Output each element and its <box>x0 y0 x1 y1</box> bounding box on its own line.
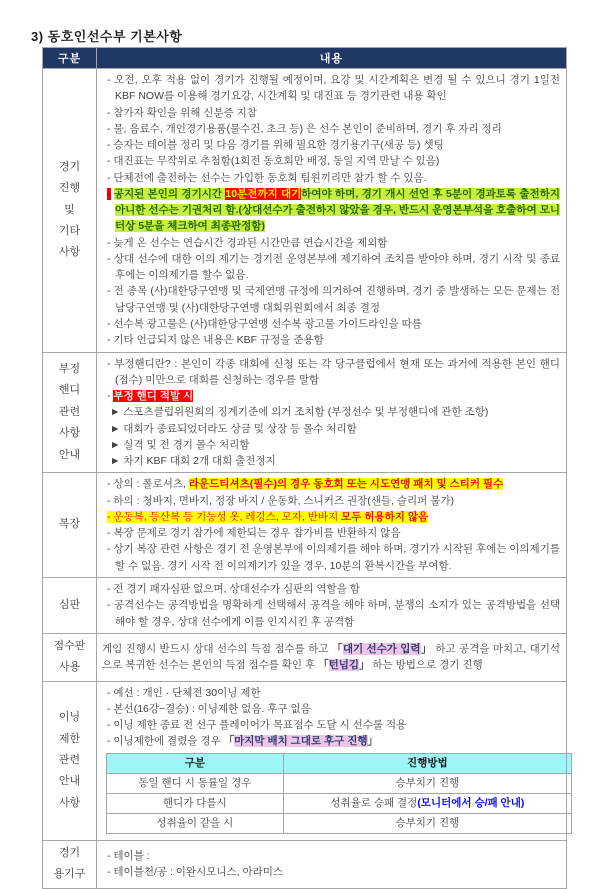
row-label-line: 및 <box>64 203 75 216</box>
content-line <box>102 121 560 137</box>
text-segment: - 예선 : 개인 · 단체전 30이닝 제한 <box>107 686 261 699</box>
row-label-line: 안내 <box>58 775 81 788</box>
table-row <box>43 633 567 681</box>
content-line <box>102 235 560 251</box>
content-line <box>102 105 560 121</box>
text-segment: - 이닝제한에 결렸을 경우 <box>107 735 224 748</box>
text-segment: 성취율이 같을 시 <box>156 817 234 830</box>
text-segment: 하고 공격을 마치고, 대기석으로 복귀한 선수는 본인의 득점 점수를 확인 후 <box>102 642 561 672</box>
row-label-line: 제한 <box>58 732 81 745</box>
row-label-line: 심판 <box>58 598 81 611</box>
table-header-row <box>43 48 567 69</box>
text-segment: - 오전, 오후 적용 없이 경기가 진행될 예정이며, 요강 및 시간계획은 변경 될 수 있으니 경기 1일전 KBF NOW를 이용해 경기요강, 시간계획 및 대진표 등 경기관련 내용 확인 <box>107 74 560 103</box>
content-line <box>102 509 560 525</box>
content-line <box>102 701 560 717</box>
text-segment: ► 실격 및 전 경기 몰수 처리함 <box>110 438 250 451</box>
row-label-line: 관련 <box>58 405 81 418</box>
content-line <box>102 437 560 453</box>
table-row <box>43 577 567 633</box>
content-line <box>102 525 560 541</box>
table-header-content: 내용 <box>97 48 567 69</box>
inner-table-cell <box>283 773 571 793</box>
text-segment: 공지된 본인의 경기시간 <box>113 187 226 200</box>
inner-table-row <box>107 813 572 833</box>
row-content <box>97 352 567 473</box>
inner-procedure-table <box>106 753 572 834</box>
text-segment: 「 <box>318 659 329 672</box>
row-label-line: 사용 <box>58 661 81 674</box>
row-content <box>97 577 567 633</box>
content-line <box>102 332 560 348</box>
text-segment: - 상대 선수에 대한 이의 제기는 경기전 운영본부에 제기하여 조치를 받아야 하며, 경기 시작 및 종료후에는 이의제기를 할수 없음. <box>107 252 560 282</box>
text-segment: 」 <box>420 642 433 655</box>
row-label-line: 진행 <box>58 182 81 195</box>
row-label <box>43 352 97 473</box>
row-label <box>43 577 97 633</box>
table-row <box>43 352 567 473</box>
table-header-category: 구분 <box>43 48 97 69</box>
row-content <box>97 681 567 840</box>
content-line <box>102 388 560 404</box>
content-line <box>102 717 560 733</box>
row-label <box>43 69 97 353</box>
text-segment: 10분전까지 대기 <box>225 187 302 200</box>
text-segment: - 본선(16강~결승) : 이닝제한 없음. 후구 없음 <box>107 702 311 715</box>
text-segment: - <box>107 187 111 200</box>
inner-table-row <box>107 773 572 793</box>
content-line <box>102 476 560 492</box>
row-label-line: 부정 <box>58 362 81 375</box>
text-segment: 승부치기 진행 <box>395 817 460 830</box>
table-row <box>43 69 567 353</box>
text-segment: 「 <box>331 642 343 655</box>
content-line <box>102 421 560 437</box>
content-line <box>102 848 560 864</box>
row-label <box>43 473 97 578</box>
content-line <box>102 685 560 701</box>
inner-table-header-row <box>107 753 572 773</box>
content-line <box>102 641 560 674</box>
row-label-line: 경기 <box>58 160 81 173</box>
text-segment: - 상기 복장 관련 사항은 경기 전 운영본부에 이의제기를 해야 하며, 경기가 시작된 후에는 이의제기를 할 수 없음. 경기 시작 전 이의제기가 있을 경우, 10분의 환복시간을 부여함. <box>107 543 560 572</box>
content-line <box>102 356 560 389</box>
row-label-line: 사항 <box>58 246 81 259</box>
content-line <box>102 251 560 284</box>
row-label <box>43 681 97 840</box>
page-title: 3) 동호인선수부 기본사항 <box>31 29 183 44</box>
row-content <box>97 69 567 353</box>
text-segment: - <box>107 390 114 403</box>
text-segment: 하여야 하며, 경기 개시 선언 후 5분이 경과토록 출전하지 아니한 선수는 기권처리 함.(상대선수가 출전하지 않았을 경우, 반드시 운영본부석을 호출하여 모니터상 5분을 체크하여 최종판정함) <box>115 187 560 233</box>
content-line <box>102 733 560 749</box>
text-segment: 마지막 배치 그대로 후구 진행 <box>234 735 368 748</box>
text-segment: ► 스포츠클럽위원회의 징계기준에 의거 조치함 (부정선수 및 부정핸디에 관한 조항) <box>110 406 489 419</box>
text-segment: - 공격선수는 공격방법을 명확하게 선택해서 공격을 해야 하며, 분쟁의 소지가 있는 공격방법을 선택해야 할 경우, 상대 선수에게 이를 인지시킨 후 공격함 <box>107 599 560 628</box>
text-segment: - 단체전에 출전하는 선수는 가입한 동호회 팀원끼리만 참가 할 수 있음. <box>107 171 427 184</box>
text-segment: 성취율로 승패 결정 <box>330 797 418 810</box>
content-line <box>102 72 560 105</box>
text-segment: 부정 핸디 적발 시 <box>113 390 194 403</box>
content-line <box>102 153 560 169</box>
text-segment: 대기 선수가 입력 <box>342 642 421 655</box>
text-segment: ► 차기 KBF 대회 2개 대회 출전정지 <box>110 455 276 468</box>
basic-info-table <box>42 47 567 889</box>
text-segment: - 선수복 광고물은 (사)대한당구연맹 선수복 광고물 가이드라인을 따름 <box>107 317 422 330</box>
inner-table-cell <box>107 773 284 793</box>
table-row <box>43 840 567 888</box>
inner-table-cell <box>107 793 284 813</box>
row-label-line: 경기 <box>58 846 81 859</box>
row-content <box>97 840 567 888</box>
content-line <box>102 541 560 574</box>
row-content <box>97 473 567 578</box>
row-label-line: 핸디 <box>58 384 81 397</box>
text-segment: - 테이블천/공 : 이완시모니스, 아라미스 <box>107 866 284 879</box>
text-segment: - 테이블 : <box>107 849 150 862</box>
row-label-line: 기타 <box>58 224 81 237</box>
inner-table-header-cell: 구분 <box>107 753 284 773</box>
text-segment: - 이닝 제한 종료 전 선구 플레이어가 목표점수 도달 시 선수룰 적용 <box>107 719 407 732</box>
content-line <box>102 137 560 153</box>
row-label-line: 복장 <box>58 518 81 531</box>
text-segment: - 전 경기 패자심판 없으며, 상대선수가 심판의 역할을 함 <box>107 582 360 595</box>
text-segment: (모니터에서 승/패 안내) <box>417 797 525 810</box>
text-segment: - 물, 음료수, 개인경기용품(물수건, 초크 등) 은 선수 본인이 준비하며, 경기 후 자리 정리 <box>107 122 502 135</box>
row-label-line: 용기구 <box>53 868 86 881</box>
row-content <box>97 633 567 681</box>
text-segment: 턴넘김 <box>328 659 359 672</box>
text-segment: 」 <box>367 735 378 748</box>
text-segment: 「 <box>223 735 235 748</box>
row-label-line: 관련 <box>58 753 81 766</box>
text-segment: 하는 방법으로 경기 진행 <box>369 659 483 672</box>
text-segment: 승부치기 진행 <box>395 777 460 790</box>
text-segment: - 승자는 테이블 정리 및 다음 경기를 위해 필요한 경기용기구(새공 등) 셋팅 <box>107 139 444 152</box>
text-segment: 」 <box>359 659 370 672</box>
table-body <box>43 69 567 889</box>
text-segment: - 상의 : 폴로셔츠, <box>107 478 189 491</box>
row-label-line: 안내 <box>58 448 81 461</box>
text-segment: - 부정핸디란? : 본인이 각종 대회에 신청 또는 각 당구클럽에서 현재 또는 과거에 적용한 본인 핸디(점수) 미만으로 대회를 신청하는 경우를 말함 <box>107 357 560 386</box>
content-line <box>102 597 560 630</box>
inner-table-cell <box>107 813 284 833</box>
content-line <box>102 581 560 597</box>
content-line <box>102 283 560 316</box>
content-line <box>102 404 560 420</box>
text-segment: - 복장 문제로 경기 참가에 제한되는 경우 참가비를 반환하지 않음 <box>107 527 401 540</box>
text-segment: - 대진표는 무작위로 추첨함(1회전 동호회만 배정, 동일 지역 만날 수 있음) <box>107 155 440 168</box>
row-label-line: 이닝 <box>58 711 81 724</box>
inner-table-cell <box>283 813 571 833</box>
inner-table-header-cell: 진행방법 <box>283 753 571 773</box>
text-segment: 라운드티셔츠(필수)의 경우 동호회 또는 시도연맹 패치 및 스티커 필수 <box>188 478 504 491</box>
text-segment: 핸디가 다를시 <box>162 797 227 810</box>
row-label-line: 사항 <box>58 427 81 440</box>
text-segment: - 기타 언급되지 않은 내용은 KBF 규정을 준용함 <box>107 334 324 347</box>
inner-table-cell <box>283 793 571 813</box>
row-label <box>43 840 97 888</box>
text-segment: 동일 핸디 시 동률일 경우 <box>138 777 252 790</box>
row-label <box>43 633 97 681</box>
row-label-line: 사항 <box>58 796 81 809</box>
content-line <box>102 493 560 509</box>
content-line <box>102 186 560 235</box>
content-line <box>102 170 560 186</box>
content-line <box>102 316 560 332</box>
inner-table-row <box>107 793 572 813</box>
text-segment: 모두 허용하지 않음 <box>341 510 429 523</box>
content-line <box>102 453 560 469</box>
text-segment: - 늦게 온 선수는 연습시간 경과된 시간만큼 연습시간을 제외함 <box>107 236 388 249</box>
text-segment: - 운동복, 등산복 등 기능성 옷, 레깅스, 모자, 반바지 <box>107 510 342 523</box>
content-line <box>102 864 560 880</box>
text-segment: - 전 종목 (사)대한당구연맹 및 국제연맹 규정에 의거하여 진행하며, 경기 중 발생하는 모든 문제는 전남당구연맹 및 (사)대한당구연맹 대회위원회에서 최종 결정 <box>107 285 560 314</box>
text-segment: 게임 진행시 반드시 상대 선수의 득점 점수를 하고 <box>102 642 332 655</box>
table-row <box>43 681 567 840</box>
row-label-line: 점수판 <box>53 639 86 652</box>
text-segment: ► 대회가 종료되었더라도 상금 및 상장 등 몰수 처리함 <box>110 422 357 435</box>
table-row <box>43 473 567 578</box>
text-segment: - 하의 : 청바지, 면바지, 정장 바지 / 운동화, 스니커즈 권장(샌들, 슬리퍼 불가) <box>107 494 455 507</box>
text-segment: - 참가자 확인을 위해 신분증 지참 <box>107 106 257 119</box>
